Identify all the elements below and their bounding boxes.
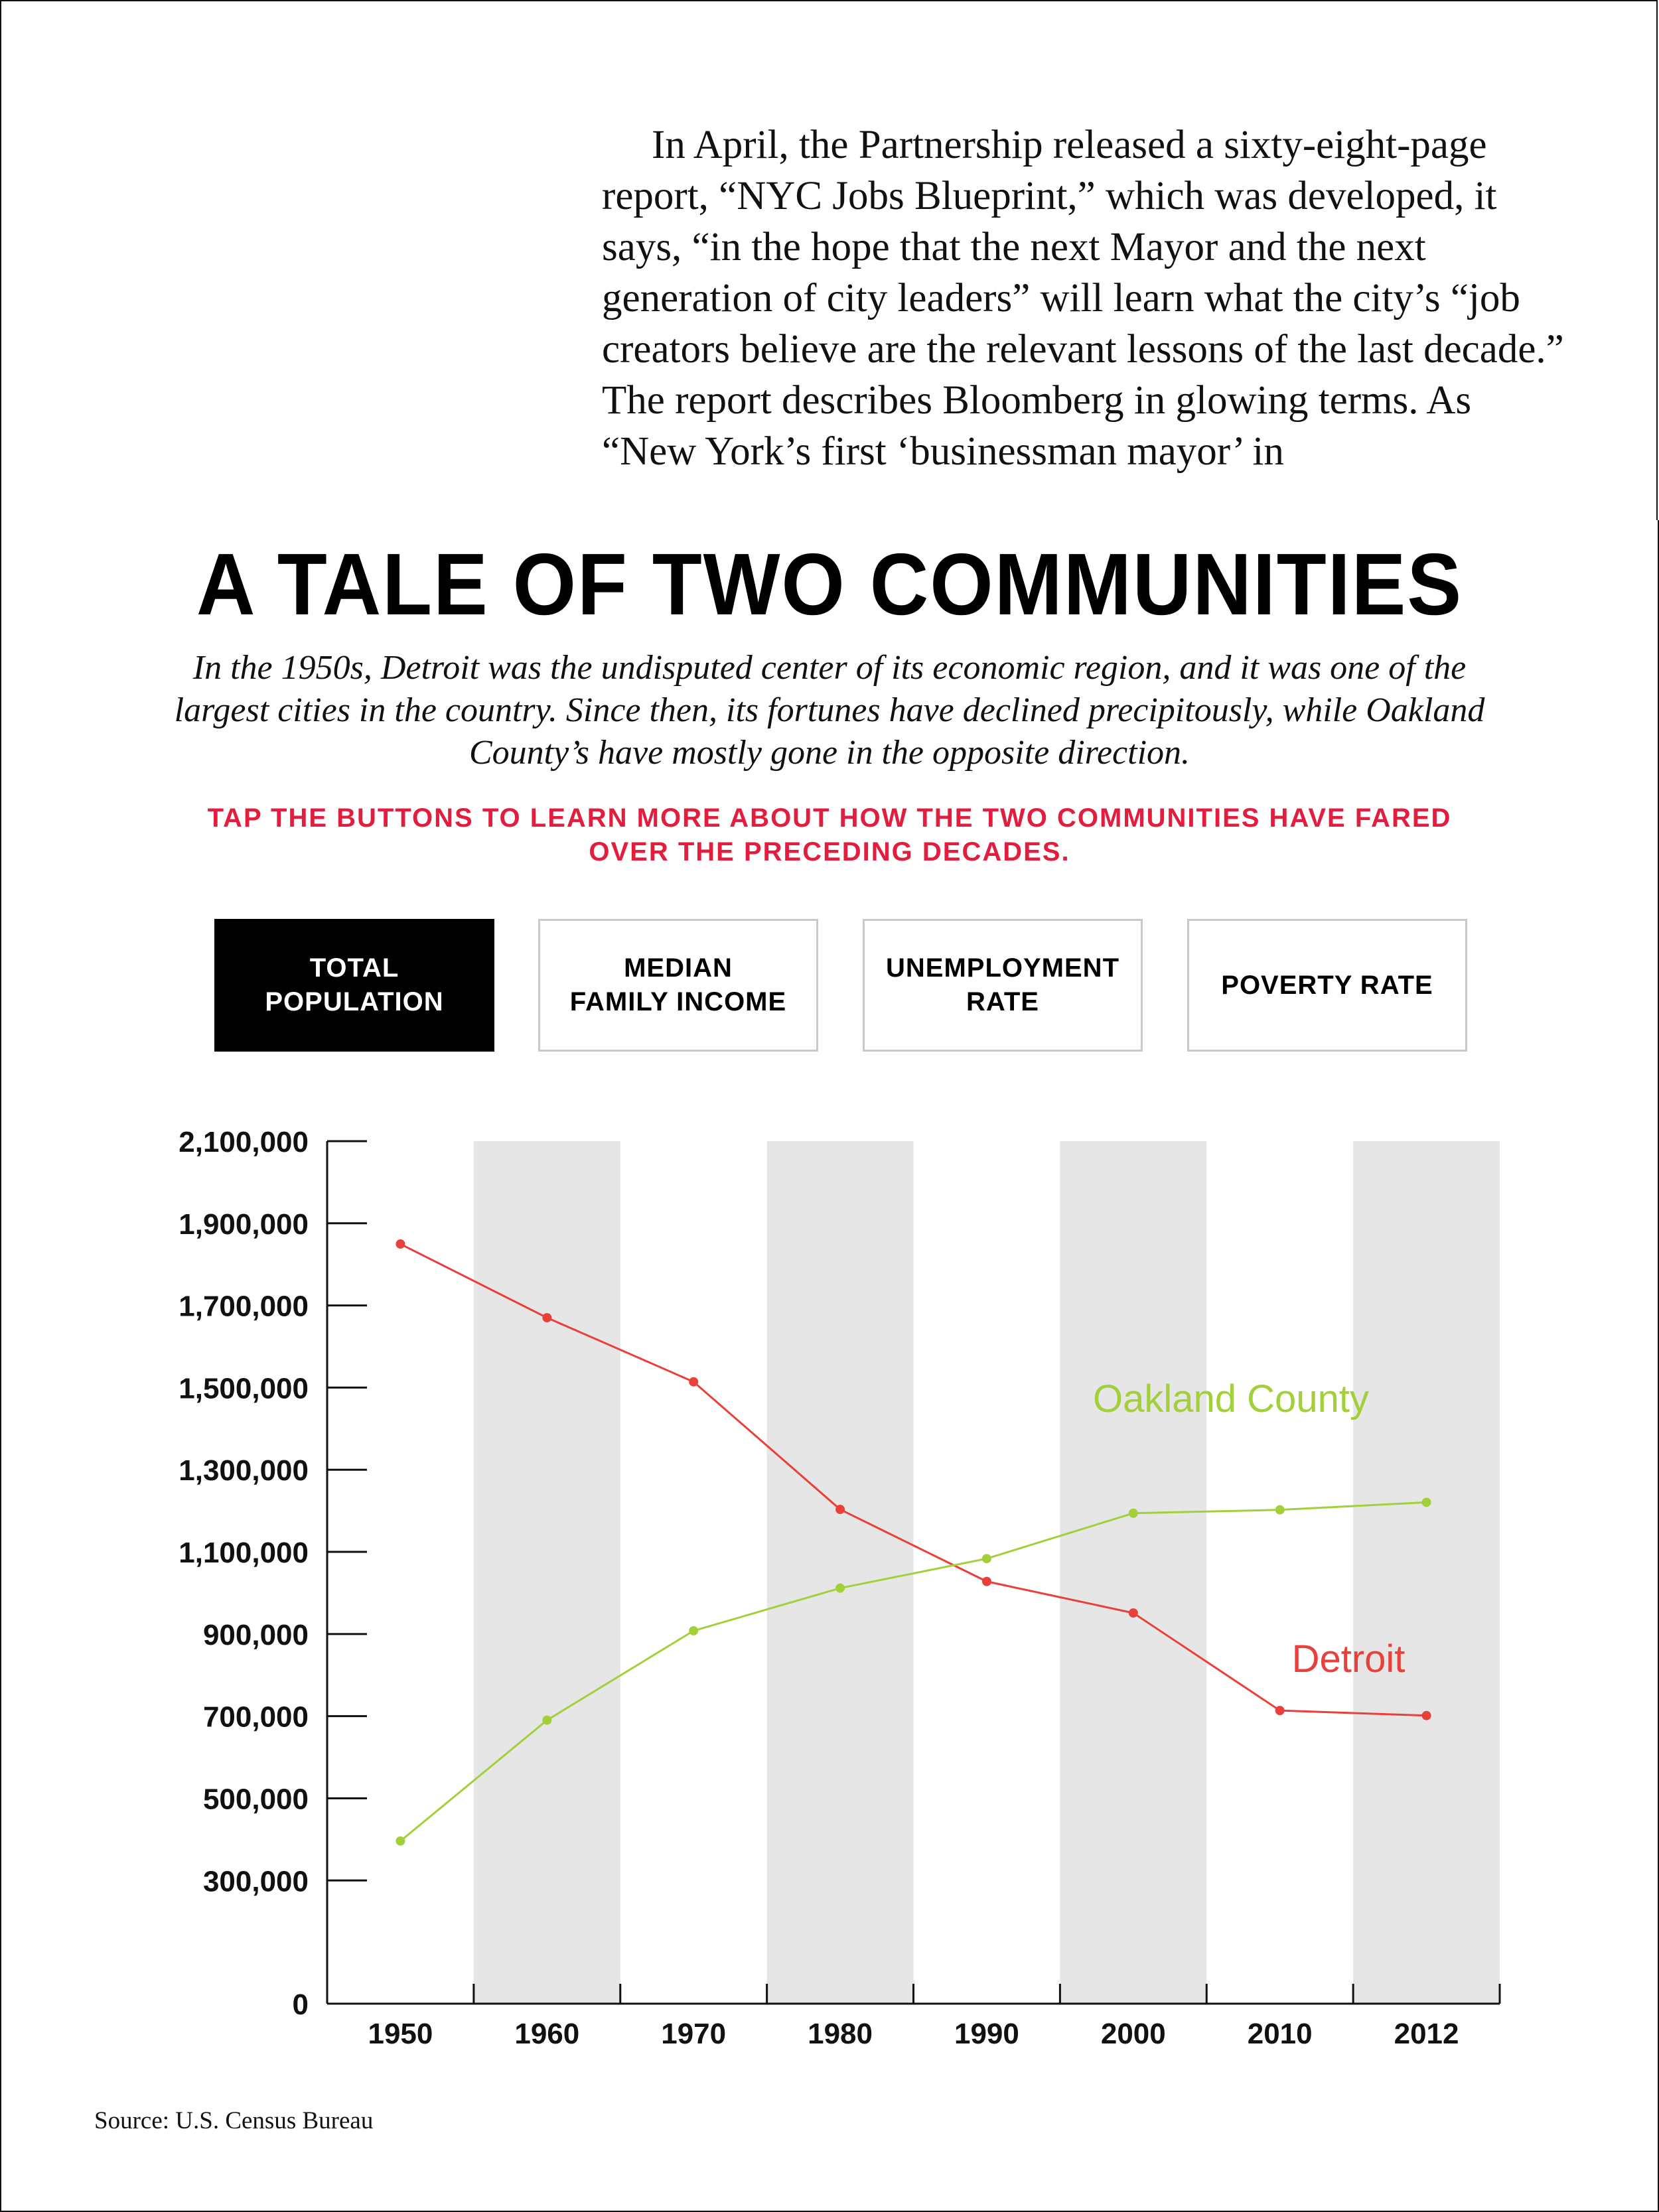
detroit-point-2012 (1422, 1711, 1431, 1720)
detroit-point-1980 (835, 1505, 845, 1514)
chart-band-2012 (1353, 1141, 1500, 2004)
x-tick-label-1960: 1960 (514, 2018, 580, 2050)
oakland-county-point-2000 (1129, 1509, 1138, 1518)
tab-median-family-income-label: MEDIAN FAMILY INCOME (569, 953, 787, 1016)
article-paragraph: In April, the Partnership released a sixty-eight-page report, “NYC Jobs Blueprint,” which was developed, it says, “in the hope that the next Mayor and the next generation of city leaders” will learn what the city’s “job creators believe are the relevant lessons of the last decade.” The report describes Bloomberg in glowing terms. As “New York’s first ‘businessman mayor’ in (602, 123, 1564, 474)
tab-median-family-income[interactable] (538, 919, 818, 1052)
oakland-county-point-1980 (835, 1584, 845, 1593)
tab-poverty-rate[interactable] (1187, 919, 1467, 1052)
x-tick-label-1980: 1980 (808, 2018, 873, 2050)
x-tick-label-1970: 1970 (661, 2018, 727, 2050)
y-tick-label: 1,300,000 (179, 1454, 309, 1487)
oakland-county-point-1990 (982, 1554, 991, 1563)
tab-unemployment-rate-label: UNEMPLOYMENT RATE (886, 953, 1119, 1016)
graphic-dek: In the 1950s, Detroit was the undisputed center of its economic region, and it was one of the largest cities in the country. Since then, its fortunes have declined precipitously, while Oakland County’s have mostly gone in the opposite direction. (174, 649, 1485, 772)
x-tick-label-2012: 2012 (1394, 2018, 1459, 2050)
detroit-point-1960 (542, 1313, 551, 1322)
y-tick-label: 700,000 (202, 1700, 309, 1734)
chart-band-1980 (767, 1141, 914, 2004)
source-credit: Source: U.S. Census Bureau (94, 2107, 374, 2134)
y-tick-label: 900,000 (202, 1618, 309, 1651)
series-label-oakland-county: Oakland County (1093, 1377, 1369, 1420)
detroit-point-1950 (396, 1239, 405, 1249)
y-tick-label: 1,500,000 (179, 1372, 309, 1405)
y-tick-label: 500,000 (202, 1783, 309, 1816)
detroit-point-1990 (982, 1577, 991, 1586)
tab-unemployment-rate[interactable] (863, 919, 1143, 1052)
chart-band-2000 (1060, 1141, 1206, 2004)
x-tick-label-1950: 1950 (368, 2018, 433, 2050)
y-tick-label: 1,900,000 (179, 1208, 309, 1241)
y-tick-label: 0 (292, 1988, 309, 2021)
y-tick-label: 1,700,000 (179, 1290, 309, 1323)
oakland-county-point-2012 (1422, 1497, 1431, 1507)
instruction-text: TAP THE BUTTONS TO LEARN MORE ABOUT HOW THE TWO COMMUNITIES HAVE FARED OVER THE PRECEDING DECADES. (207, 803, 1452, 866)
chart-band-1960 (474, 1141, 620, 2004)
oakland-county-point-1960 (542, 1716, 551, 1725)
detroit-point-2010 (1275, 1706, 1285, 1715)
tab-total-population[interactable] (214, 919, 494, 1052)
y-tick-label: 300,000 (202, 1865, 309, 1898)
graphic-headline: A TALE OF TWO COMMUNITIES (196, 535, 1463, 633)
article-excerpt-box (0, 0, 1658, 520)
oakland-county-point-1970 (689, 1626, 698, 1635)
detroit-point-2000 (1129, 1608, 1138, 1618)
x-tick-label-1990: 1990 (954, 2018, 1019, 2050)
x-tick-label-2000: 2000 (1100, 2018, 1166, 2050)
population-line-chart (0, 1101, 1659, 2070)
oakland-county-point-1950 (396, 1836, 405, 1846)
y-tick-label: 2,100,000 (179, 1126, 309, 1158)
tab-poverty-rate-label: POVERTY RATE (1221, 970, 1433, 1000)
detroit-point-1970 (689, 1377, 698, 1387)
tab-total-population-label: TOTAL POPULATION (265, 953, 444, 1016)
series-label-detroit: Detroit (1291, 1637, 1406, 1681)
y-tick-label: 1,100,000 (179, 1537, 309, 1570)
x-tick-label-2010: 2010 (1247, 2018, 1313, 2050)
oakland-county-point-2010 (1275, 1505, 1285, 1515)
